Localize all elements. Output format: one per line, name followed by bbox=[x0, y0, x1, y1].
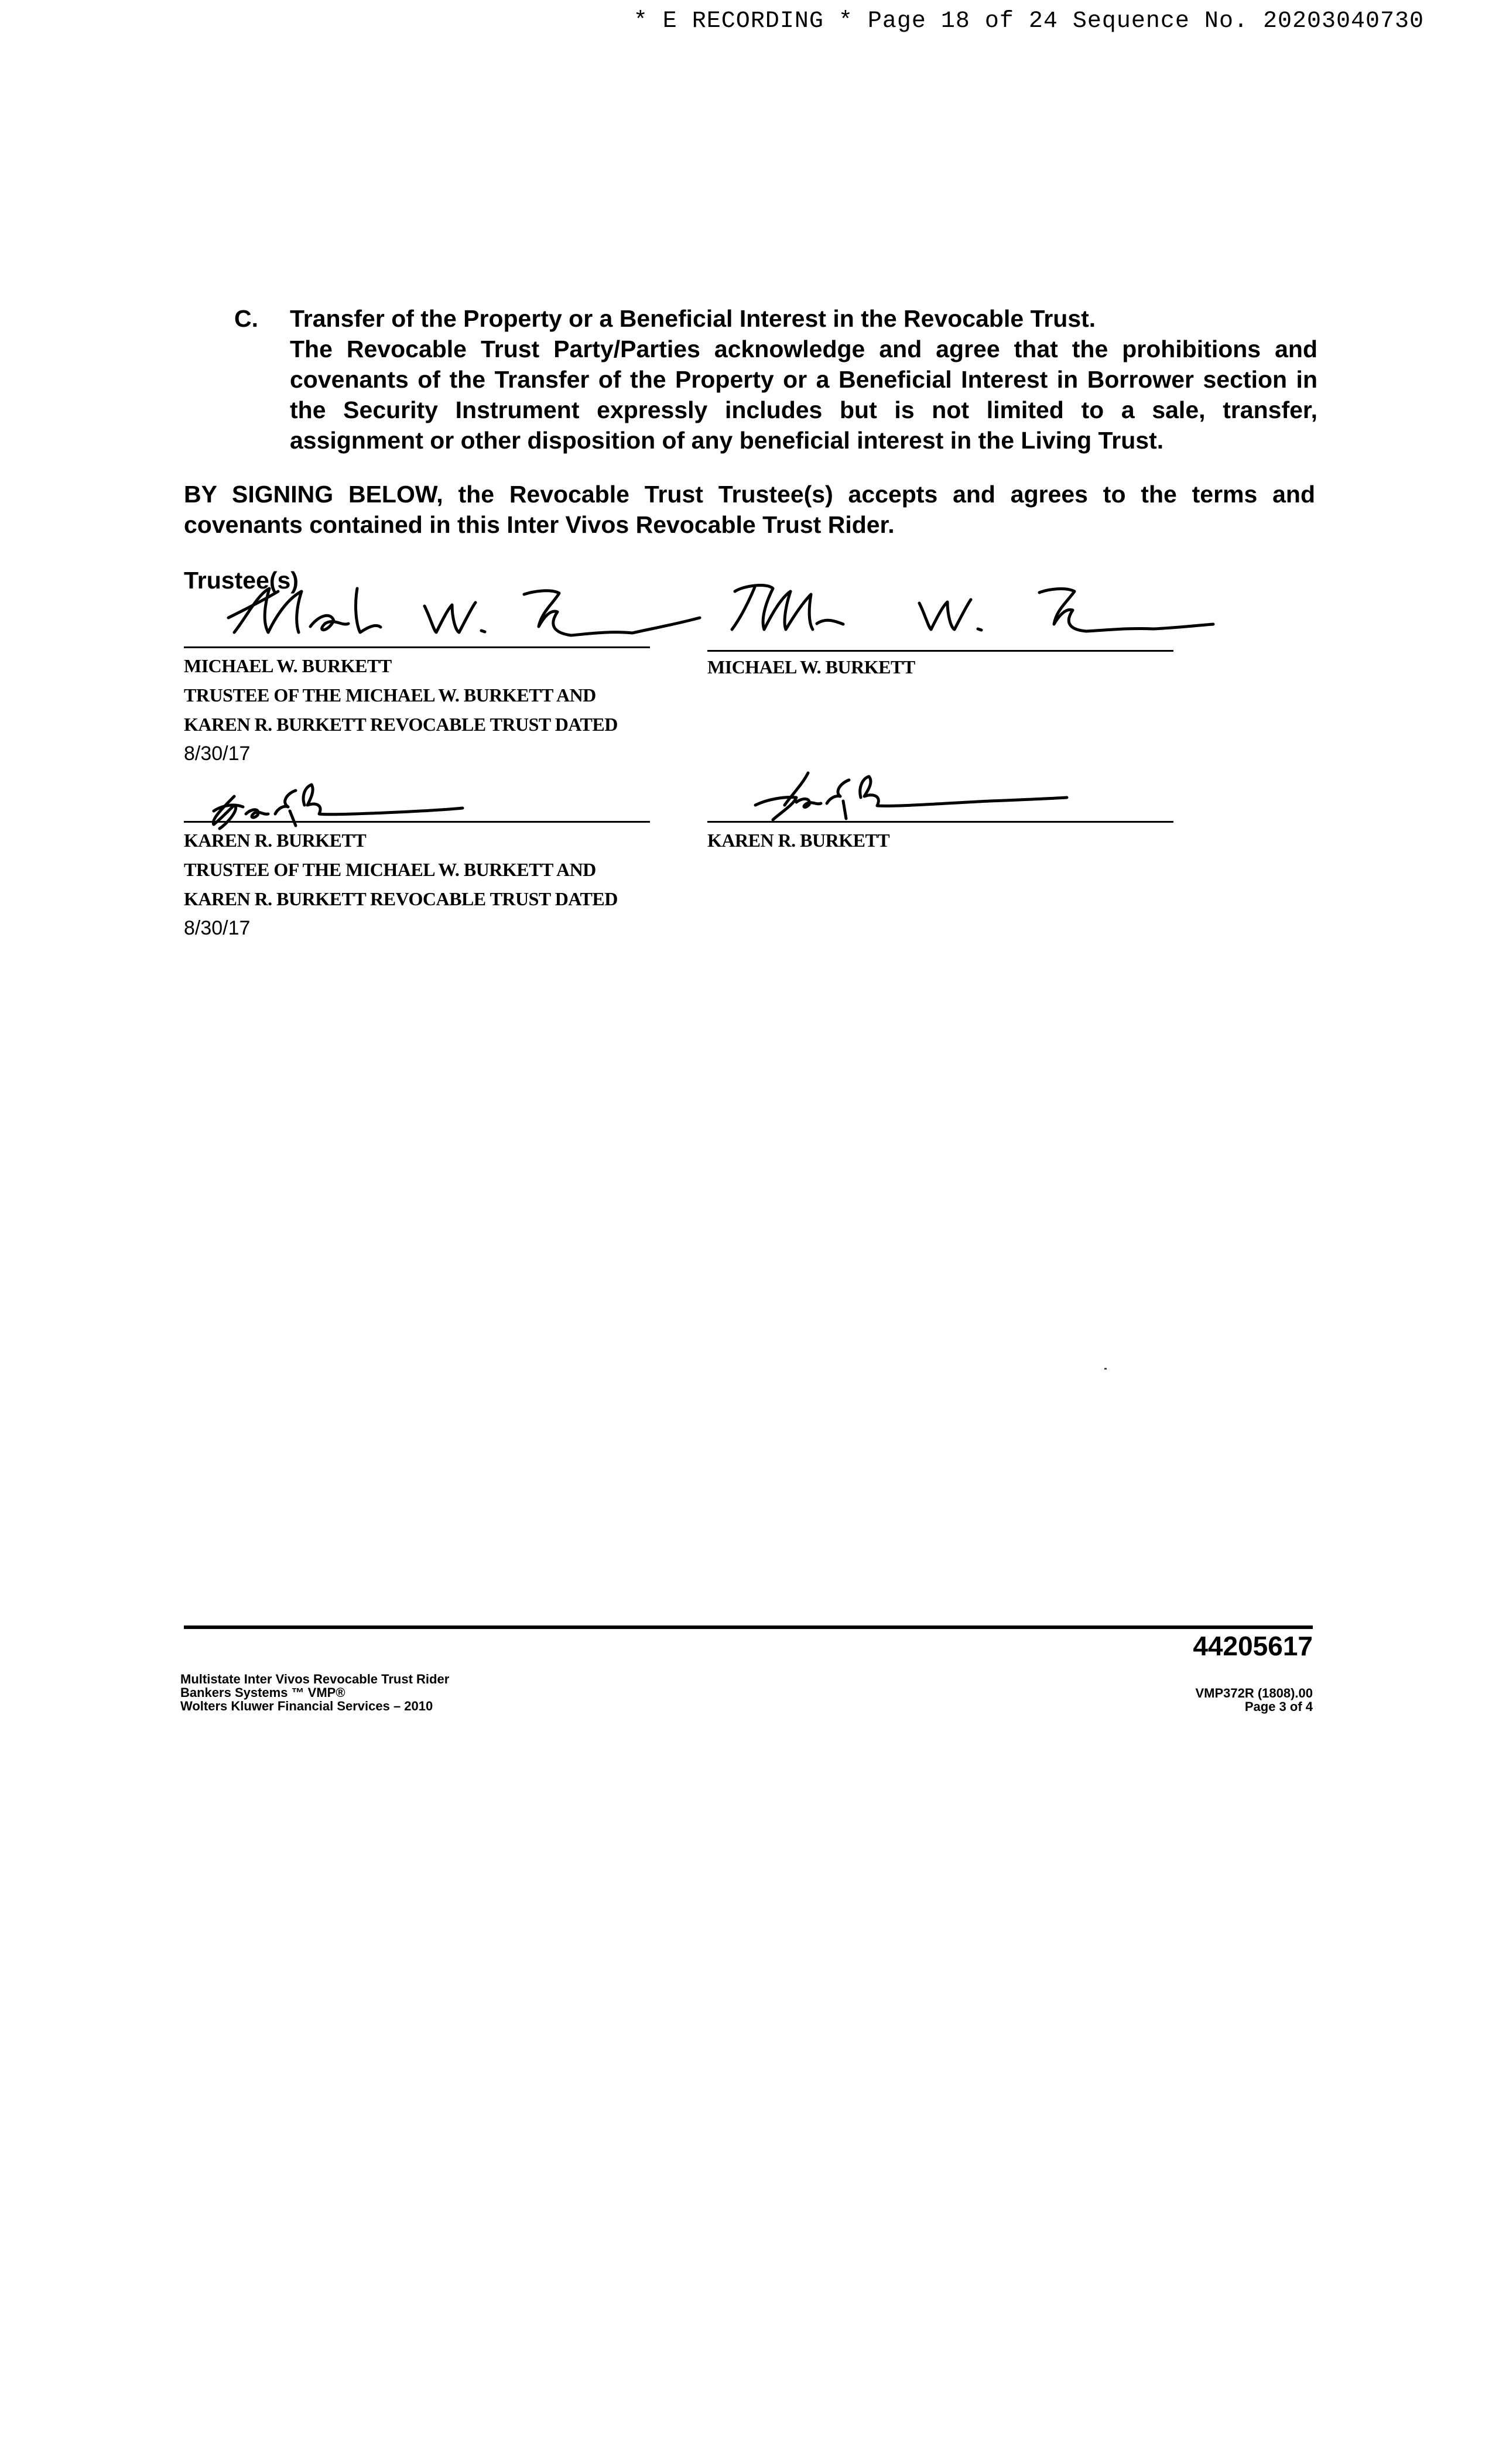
footer-rule bbox=[184, 1625, 1313, 1629]
form-name: Multistate Inter Vivos Revocable Trust Rider bbox=[180, 1672, 450, 1686]
signing-statement: BY SIGNING BELOW, the Revocable Trust Trustee(s) accepts and agrees to the terms and covenants contained in this Inter Vivos Revocable Trust Rider. bbox=[184, 481, 1315, 538]
signer-name: MICHAEL W. BURKETT bbox=[184, 655, 392, 676]
signature-block-michael-individual bbox=[707, 652, 915, 682]
footer-form-info bbox=[180, 1672, 449, 1713]
recording-stamp: * E RECORDING * Page 18 of 24 Sequence No. 20203040730 bbox=[633, 8, 1424, 35]
handwritten-signature-karen-trustee bbox=[187, 773, 468, 831]
signature-line-michael-individual bbox=[707, 650, 1173, 652]
signer-name: KAREN R. BURKETT bbox=[707, 830, 890, 851]
signer-title-line: KAREN R. BURKETT REVOCABLE TRUST DATED bbox=[184, 888, 618, 909]
section-body: The Revocable Trust Party/Parties acknowledge and agree that the prohibitions and covenants of the Transfer of the Property or a Beneficial Interest in Borrower section in the Security Instrument expressly includes but is not limited to a sale, transfer, assignment or other disposition of any beneficial interest in the Living Trust. bbox=[290, 336, 1317, 454]
handwritten-signature-karen-individual bbox=[744, 761, 1072, 826]
scan-speck bbox=[1104, 1368, 1107, 1370]
signer-name: KAREN R. BURKETT bbox=[184, 830, 367, 851]
signature-line-karen-individual bbox=[707, 821, 1173, 823]
page-label: Page 3 of 4 bbox=[1244, 1699, 1313, 1714]
signature-line-michael-trustee bbox=[184, 646, 650, 648]
signature-block-karen-trustee bbox=[184, 826, 618, 943]
publisher-line: Bankers Systems ™ VMP® bbox=[180, 1685, 345, 1700]
signer-date: 8/30/17 bbox=[184, 917, 251, 939]
trustees-label: Trustee(s) bbox=[184, 567, 299, 594]
form-code: VMP372R (1808).00 bbox=[1195, 1686, 1313, 1700]
signature-block-karen-individual bbox=[707, 826, 889, 855]
handwritten-signature-michael-trustee bbox=[223, 577, 703, 647]
loan-number: 44205617 bbox=[1193, 1631, 1313, 1661]
section-content bbox=[290, 303, 1317, 456]
signer-title-line: TRUSTEE OF THE MICHAEL W. BURKETT AND bbox=[184, 859, 596, 880]
signer-name: MICHAEL W. BURKETT bbox=[707, 656, 915, 677]
handwritten-signature-michael-individual bbox=[709, 574, 1218, 644]
signer-title-line: KAREN R. BURKETT REVOCABLE TRUST DATED bbox=[184, 714, 618, 735]
section-c bbox=[234, 303, 1317, 456]
section-letter: C. bbox=[234, 305, 258, 332]
signature-line-karen-trustee bbox=[184, 821, 650, 823]
signer-date: 8/30/17 bbox=[184, 742, 251, 765]
section-heading: Transfer of the Property or a Beneficial Interest in the Revocable Trust. bbox=[290, 305, 1096, 332]
signer-title-line: TRUSTEE OF THE MICHAEL W. BURKETT AND bbox=[184, 685, 596, 706]
footer-page-info bbox=[1195, 1686, 1313, 1713]
signature-block-michael-trustee bbox=[184, 651, 618, 768]
copyright-line: Wolters Kluwer Financial Services – 2010 bbox=[180, 1699, 433, 1713]
